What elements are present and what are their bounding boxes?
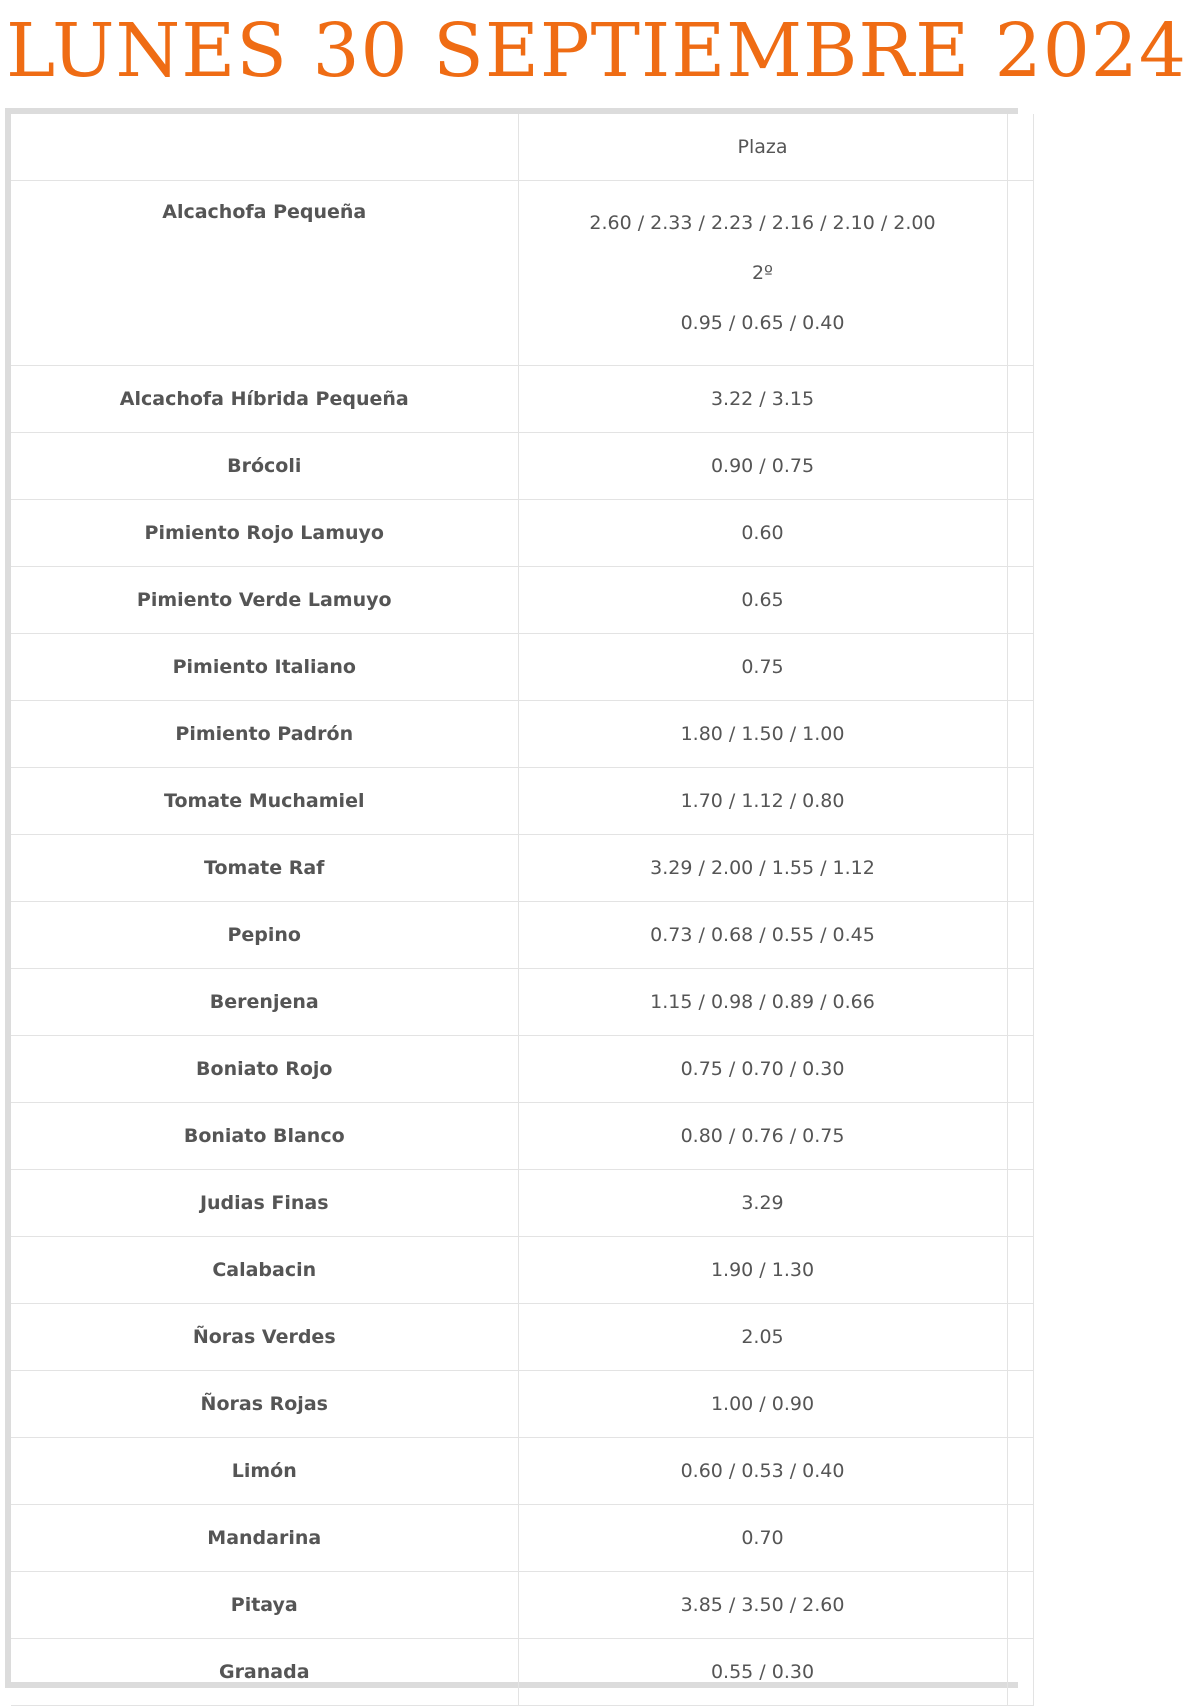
extra-cell [1007, 1639, 1033, 1706]
price-line: 2.60 / 2.33 / 2.23 / 2.16 / 2.10 / 2.00 [589, 212, 936, 234]
extra-cell [1007, 902, 1033, 969]
product-name: Pimiento Verde Lamuyo [11, 567, 518, 634]
page-title: LUNES 30 SEPTIEMBRE 2024 [6, 8, 1187, 94]
price-cell: 3.29 [518, 1170, 1007, 1237]
price-cell: 3.29 / 2.00 / 1.55 / 1.12 [518, 835, 1007, 902]
extra-cell [1007, 1505, 1033, 1572]
price-cell: 0.60 / 0.53 / 0.40 [518, 1438, 1007, 1505]
price-cell: 3.22 / 3.15 [518, 366, 1007, 433]
header-plaza: Plaza [518, 114, 1007, 181]
header-product [11, 114, 518, 181]
table-row [11, 1438, 1033, 1505]
product-name: Calabacin [11, 1237, 518, 1304]
table-row [11, 1103, 1033, 1170]
price-cell: 0.60 [518, 500, 1007, 567]
extra-cell [1007, 634, 1033, 701]
extra-cell [1007, 181, 1033, 366]
table-row [11, 181, 1033, 366]
price-cell: 0.90 / 0.75 [518, 433, 1007, 500]
table-row [11, 969, 1033, 1036]
table-row [11, 1237, 1033, 1304]
product-name: Alcachofa Híbrida Pequeña [11, 366, 518, 433]
extra-cell [1007, 366, 1033, 433]
product-name: Ñoras Verdes [11, 1304, 518, 1371]
table-row [11, 500, 1033, 567]
table-row [11, 433, 1033, 500]
extra-cell [1007, 1438, 1033, 1505]
product-name: Granada [11, 1639, 518, 1706]
product-name: Tomate Raf [11, 835, 518, 902]
price-cell: 0.75 / 0.70 / 0.30 [518, 1036, 1007, 1103]
price-cell: 0.80 / 0.76 / 0.75 [518, 1103, 1007, 1170]
product-name: Tomate Muchamiel [11, 768, 518, 835]
product-name: Mandarina [11, 1505, 518, 1572]
extra-cell [1007, 1371, 1033, 1438]
price-cell: 1.90 / 1.30 [518, 1237, 1007, 1304]
table-row [11, 902, 1033, 969]
product-name: Pimiento Padrón [11, 701, 518, 768]
price-line: 0.95 / 0.65 / 0.40 [680, 312, 845, 334]
product-name: Limón [11, 1438, 518, 1505]
price-cell: 2.05 [518, 1304, 1007, 1371]
table-row [11, 1170, 1033, 1237]
price-cell: 1.00 / 0.90 [518, 1371, 1007, 1438]
price-cell: 0.55 / 0.30 [518, 1639, 1007, 1706]
price-cell: 0.65 [518, 567, 1007, 634]
table-row [11, 701, 1033, 768]
price-cell: 0.70 [518, 1505, 1007, 1572]
price-cell [518, 181, 1007, 366]
extra-cell [1007, 701, 1033, 768]
price-table-frame [5, 108, 1018, 1688]
extra-cell [1007, 1572, 1033, 1639]
product-name: Boniato Blanco [11, 1103, 518, 1170]
price-cell: 0.75 [518, 634, 1007, 701]
price-line: 2º [751, 262, 774, 284]
table-row [11, 1304, 1033, 1371]
price-cell: 0.73 / 0.68 / 0.55 / 0.45 [518, 902, 1007, 969]
table-row [11, 567, 1033, 634]
extra-cell [1007, 835, 1033, 902]
table-row [11, 366, 1033, 433]
extra-cell [1007, 969, 1033, 1036]
table-row [11, 1371, 1033, 1438]
product-name: Alcachofa Pequeña [11, 181, 518, 366]
product-name: Pimiento Rojo Lamuyo [11, 500, 518, 567]
product-name: Pimiento Italiano [11, 634, 518, 701]
price-cell: 3.85 / 3.50 / 2.60 [518, 1572, 1007, 1639]
extra-cell [1007, 1036, 1033, 1103]
header-extra [1007, 114, 1033, 181]
extra-cell [1007, 768, 1033, 835]
extra-cell [1007, 1103, 1033, 1170]
table-row [11, 1036, 1033, 1103]
table-row [11, 768, 1033, 835]
extra-cell [1007, 1304, 1033, 1371]
extra-cell [1007, 500, 1033, 567]
product-name: Brócoli [11, 433, 518, 500]
extra-cell [1007, 1237, 1033, 1304]
extra-cell [1007, 433, 1033, 500]
table-header-row [11, 114, 1033, 181]
product-name: Ñoras Rojas [11, 1371, 518, 1438]
table-row [11, 835, 1033, 902]
table-row [11, 634, 1033, 701]
extra-cell [1007, 1170, 1033, 1237]
price-table [11, 114, 1034, 1706]
table-row [11, 1639, 1033, 1706]
product-name: Boniato Rojo [11, 1036, 518, 1103]
product-name: Pitaya [11, 1572, 518, 1639]
table-row [11, 1505, 1033, 1572]
product-name: Pepino [11, 902, 518, 969]
extra-cell [1007, 567, 1033, 634]
price-cell: 1.70 / 1.12 / 0.80 [518, 768, 1007, 835]
product-name: Berenjena [11, 969, 518, 1036]
table-row [11, 1572, 1033, 1639]
table-body [11, 181, 1033, 1706]
price-cell: 1.15 / 0.98 / 0.89 / 0.66 [518, 969, 1007, 1036]
price-cell: 1.80 / 1.50 / 1.00 [518, 701, 1007, 768]
product-name: Judias Finas [11, 1170, 518, 1237]
